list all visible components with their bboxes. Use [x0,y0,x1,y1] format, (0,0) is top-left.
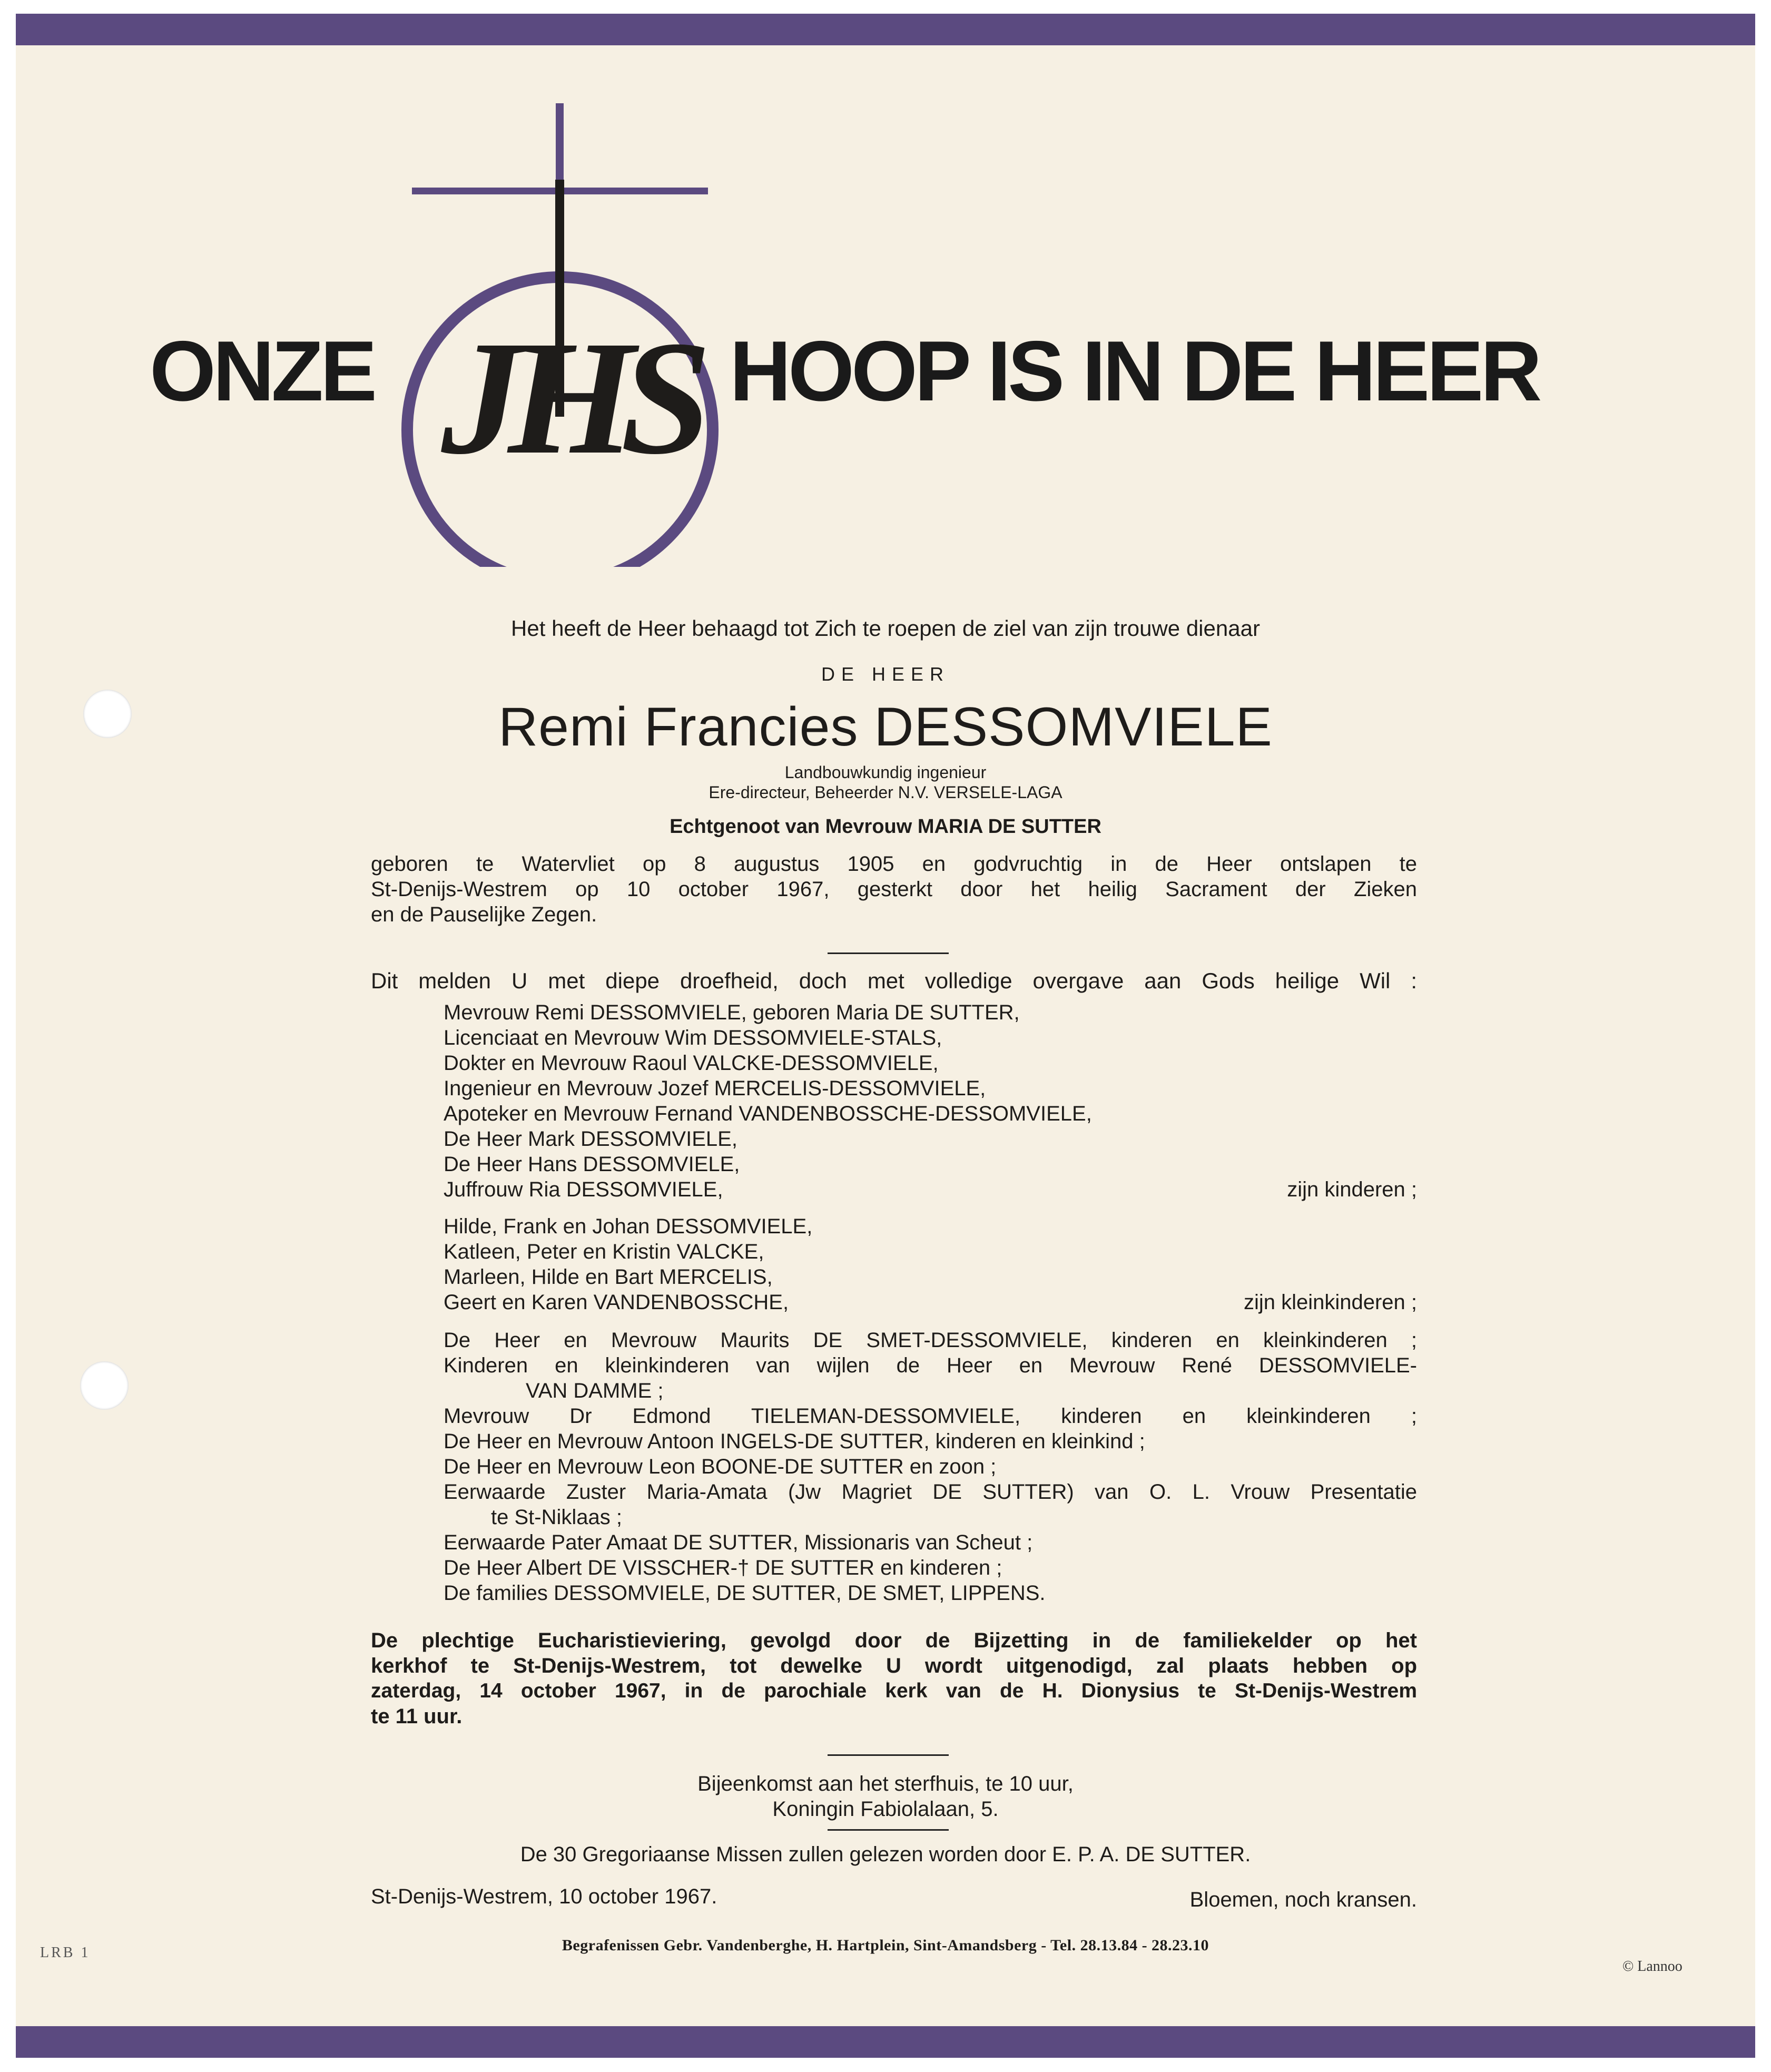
divider [828,952,949,954]
grandchildren-label: zijn kleinkinderen ; [1243,1291,1417,1314]
children-label: zijn kinderen ; [1287,1178,1417,1201]
list-item: Eerwaarde Zuster Maria-Amata (Jw Magriet DE SUTTER) van O. L. Vrouw Presentatie [444,1480,1417,1504]
print-code: LRB 1 [40,1945,91,1961]
intro-text: Het heeft de Heer behaagd tot Zich te roepen de ziel van zijn trouwe dienaar [511,616,1260,641]
list-item: De families DESSOMVIELE, DE SUTTER, DE SMET, LIPPENS. [444,1582,1046,1605]
list-item: De Heer Mark DESSOMVIELE, [444,1127,737,1151]
masses-line: De 30 Gregoriaanse Missen zullen gelezen worden door E. P. A. DE SUTTER. [520,1843,1251,1866]
top-border [16,14,1755,45]
list-item: De Heer en Mevrouw Maurits DE SMET-DESSOMVIELE, kinderen en kleinkinderen ; [444,1329,1417,1352]
punch-hole [80,1361,129,1410]
heading-right: HOOP IS IN DE HEER [730,323,1539,419]
copyright: © Lannoo [1622,1958,1683,1975]
title-line: Ere-directeur, Beheerder N.V. VERSELE-LAGA [709,783,1062,802]
heading-left: ONZE [150,323,375,419]
list-item: Hilde, Frank en Johan DESSOMVIELE, [444,1215,813,1238]
memorial-card [16,14,1755,2058]
monogram: JHS [441,308,697,488]
bio-line: geboren te Watervliet op 8 augustus 1905 en godvruchtig in de Heer ontslapen te [371,852,1417,876]
ceremony-line: De plechtige Eucharistieviering, gevolgd door de Bijzetting in de familiekelder op het [371,1629,1417,1652]
list-item: Apoteker en Mevrouw Fernand VANDENBOSSCHE-DESSOMVIELE, [444,1102,1092,1125]
list-item: De Heer Hans DESSOMVIELE, [444,1153,740,1176]
bottom-border [16,2026,1755,2058]
divider [828,1829,949,1831]
bio-line: St-Denijs-Westrem op 10 october 1967, gesterkt door het heilig Sacrament der Zieken [371,878,1417,901]
list-item: Kinderen en kleinkinderen van wijlen de Heer en Mevrouw René DESSOMVIELE- [444,1354,1417,1377]
list-item: De Heer Albert DE VISSCHER-† DE SUTTER en kinderen ; [444,1556,1002,1579]
meeting-line: Koningin Fabiolalaan, 5. [772,1798,999,1821]
list-item: Katleen, Peter en Kristin VALCKE, [444,1240,764,1263]
undertaker-line: Begrafenissen Gebr. Vandenberghe, H. Hartplein, Sint-Amandsberg - Tel. 28.13.84 - 28.23.10 [562,1937,1209,1954]
announcement: Dit melden U met diepe droefheid, doch met volledige overgave aan Gods heilige Wil : [371,968,1417,993]
title-line: Landbouwkundig ingenieur [784,763,987,782]
spouse-line: Echtgenoot van Mevrouw MARIA DE SUTTER [670,816,1101,838]
list-item: Mevrouw Dr Edmond TIELEMAN-DESSOMVIELE, kinderen en kleinkinderen ; [444,1405,1417,1428]
honorific: DE HEER [821,663,950,685]
deceased-name: Remi Francies DESSOMVIELE [498,696,1273,758]
bio-line: en de Pauselijke Zegen. [371,903,597,926]
ceremony-line: kerkhof te St-Denijs-Westrem, tot dewelke U wordt uitgenodigd, zal plaats hebben op [371,1654,1417,1677]
place-date: St-Denijs-Westrem, 10 october 1967. [371,1885,717,1908]
list-item: Mevrouw Remi DESSOMVIELE, geboren Maria DE SUTTER, [444,1001,1020,1024]
list-item: Ingenieur en Mevrouw Jozef MERCELIS-DESSOMVIELE, [444,1077,986,1100]
list-item: Licenciaat en Mevrouw Wim DESSOMVIELE-STALS, [444,1026,942,1049]
ceremony-line: zaterdag, 14 october 1967, in de parochiale kerk van de H. Dionysius te St-Denijs-Westrem [371,1680,1417,1702]
list-item: De Heer en Mevrouw Antoon INGELS-DE SUTTER, kinderen en kleinkind ; [444,1430,1145,1453]
list-item: Marleen, Hilde en Bart MERCELIS, [444,1265,773,1289]
meeting-line: Bijeenkomst aan het sterfhuis, te 10 uur, [697,1772,1074,1795]
list-item: Juffrouw Ria DESSOMVIELE, [444,1178,723,1201]
ceremony-line: te 11 uur. [371,1705,463,1728]
list-item: Dokter en Mevrouw Raoul VALCKE-DESSOMVIELE, [444,1052,939,1075]
divider [828,1754,949,1756]
flowers-note: Bloemen, noch kransen. [1189,1888,1417,1911]
list-item: te St-Niklaas ; [491,1506,622,1529]
list-item: Eerwaarde Pater Amaat DE SUTTER, Missionaris van Scheut ; [444,1531,1033,1554]
list-item: De Heer en Mevrouw Leon BOONE-DE SUTTER en zoon ; [444,1455,997,1478]
list-item: VAN DAMME ; [526,1379,664,1402]
list-item: Geert en Karen VANDENBOSSCHE, [444,1291,789,1314]
